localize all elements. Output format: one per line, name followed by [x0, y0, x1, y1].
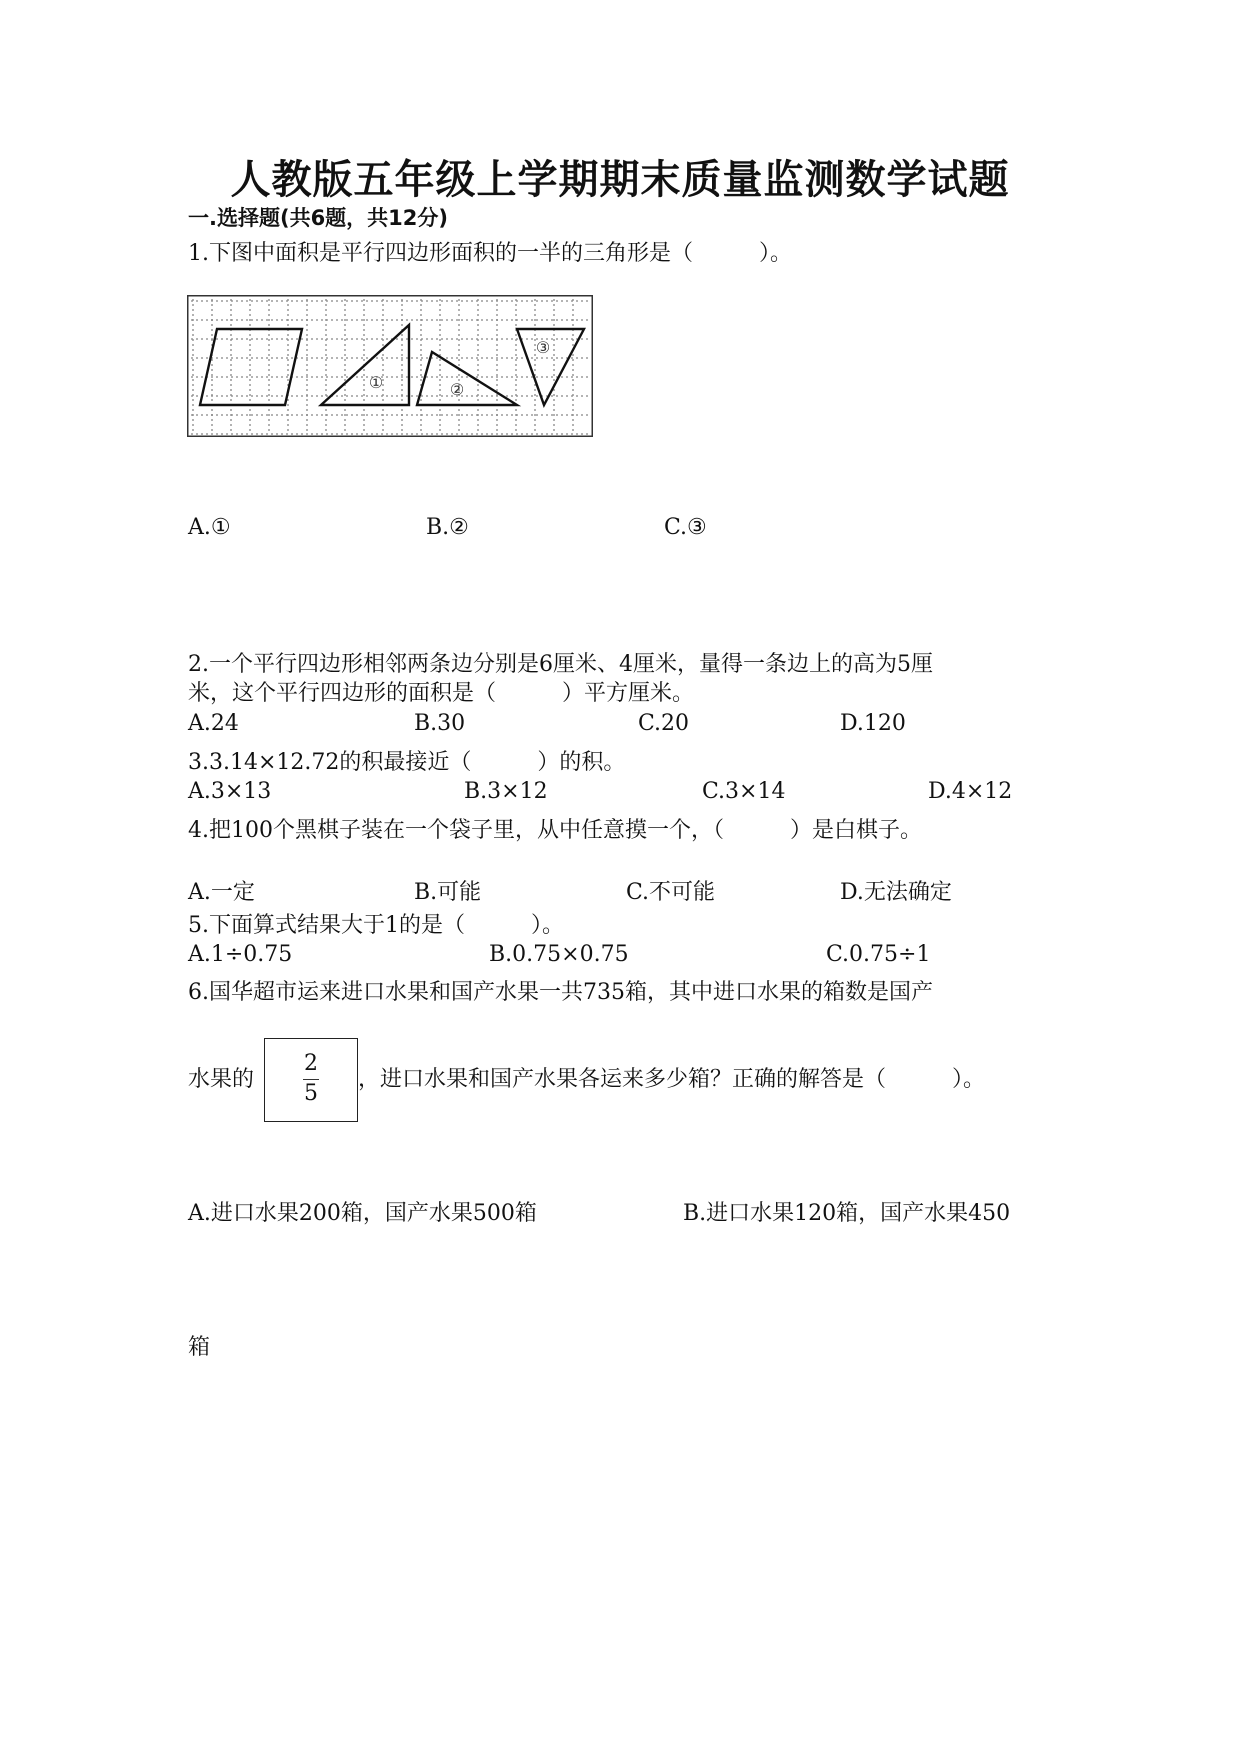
- q2-option-d: D.120: [840, 711, 906, 736]
- fraction-denominator: 5: [304, 1081, 318, 1106]
- question-6-line-2-start: 水果的: [188, 1067, 255, 1092]
- q3-option-a: A.3×13: [188, 779, 272, 804]
- q4-option-b: B.可能: [414, 880, 482, 905]
- q4-option-c: C.不可能: [626, 880, 716, 905]
- question-6-line-2-end: ，进口水果和国产水果各运来多少箱？正确的解答是（ ）。: [358, 1067, 986, 1092]
- figure-label-1: ①: [368, 373, 384, 392]
- q5-option-b: B.0.75×0.75: [489, 942, 629, 967]
- question-1-figure: [187, 295, 593, 437]
- question-2-line-1: 2.一个平行四边形相邻两条边分别是6厘米、4厘米，量得一条边上的高为5厘: [188, 652, 933, 677]
- figure-label-2: ②: [449, 380, 465, 399]
- q6-option-b-continued: 箱: [188, 1335, 211, 1360]
- q2-option-a: A.24: [188, 711, 239, 736]
- question-6-line-1: 6.国华超市运来进口水果和国产水果一共735箱，其中进口水果的箱数是国产: [188, 980, 933, 1005]
- q1-option-a: A.①: [188, 515, 231, 540]
- q2-option-c: C.20: [638, 711, 690, 736]
- figure-label-3: ③: [535, 338, 551, 357]
- q6-option-a: A.进口水果200箱，国产水果500箱: [188, 1201, 537, 1226]
- page-title: 人教版五年级上学期期末质量监测数学试题: [230, 156, 1010, 203]
- question-2-line-2: 米，这个平行四边形的面积是（ ）平方厘米。: [188, 681, 695, 706]
- question-1-text: 1.下图中面积是平行四边形面积的一半的三角形是（ ）。: [188, 241, 792, 266]
- q1-option-c: C.③: [664, 515, 707, 540]
- fraction-bar: [303, 1079, 319, 1080]
- q1-option-b: B.②: [426, 515, 469, 540]
- section-heading: 一.选择题(共6题，共12分): [188, 206, 449, 230]
- q5-option-a: A.1÷0.75: [188, 942, 293, 967]
- fraction-box: [264, 1038, 358, 1122]
- q5-option-c: C.0.75÷1: [826, 942, 931, 967]
- q4-option-d: D.无法确定: [840, 880, 952, 905]
- question-5-text: 5.下面算式结果大于1的是（ ）。: [188, 913, 564, 938]
- q3-option-c: C.3×14: [702, 779, 786, 804]
- q3-option-d: D.4×12: [928, 779, 1013, 804]
- question-4-text: 4.把100个黑棋子装在一个袋子里，从中任意摸一个，（ ）是白棋子。: [188, 818, 922, 843]
- fraction-numerator: 2: [304, 1051, 318, 1076]
- q2-option-b: B.30: [414, 711, 466, 736]
- q4-option-a: A.一定: [188, 880, 255, 905]
- question-3-text: 3.3.14×12.72的积最接近（ ）的积。: [188, 750, 626, 775]
- q3-option-b: B.3×12: [464, 779, 548, 804]
- q6-option-b: B.进口水果120箱，国产水果450: [683, 1201, 1011, 1226]
